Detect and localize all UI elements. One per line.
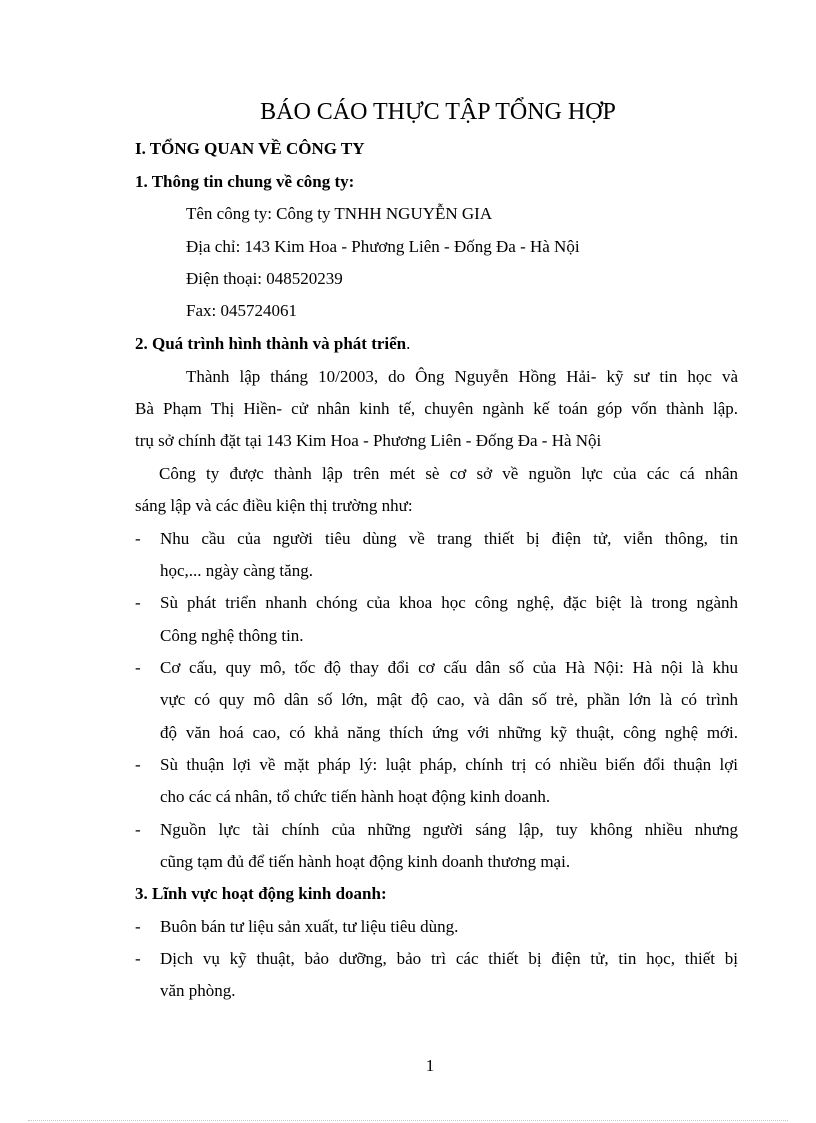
history-paragraph-line: trụ sở chính đặt tại 143 Kim Hoa - Phương Liên - Đống Đa - Hà Nội: [135, 431, 602, 450]
subheading-history-wrap: [135, 333, 410, 355]
list-item-line: văn phòng.: [160, 981, 236, 1000]
list-item-line: độ văn hoá cao, có khả năng thích ứng với những kỹ thuật, công nghệ mới.: [160, 723, 738, 742]
company-fax-line: Fax: 045724061: [186, 301, 297, 320]
bullet-dash: -: [135, 917, 141, 936]
list-item-line: vực có quy mô dân số lớn, mật độ cao, và dân số trẻ, phần lớn là có trình: [160, 690, 738, 709]
list-item-line: Buôn bán tư liệu sản xuất, tư liệu tiêu dùng.: [160, 917, 459, 936]
bullet-dash: -: [135, 820, 141, 839]
list-item-line: Dịch vụ kỹ thuật, bảo dưỡng, bảo trì các thiết bị điện tử, tin học, thiết bị: [160, 949, 738, 968]
bullet-dash: -: [135, 949, 141, 968]
section-heading-overview: I. TỔNG QUAN VỀ CÔNG TY: [135, 139, 365, 158]
company-phone-line: Điện thoại: 048520239: [186, 269, 343, 288]
bullet-dash: -: [135, 755, 141, 774]
list-item-line: Nguồn lực tài chính của những người sáng lập, tuy không nhiều nhưng: [160, 820, 738, 839]
subheading-history: 2. Quá trình hình thành và phát triển: [135, 334, 407, 353]
bullet-dash: -: [135, 593, 141, 612]
history-paragraph-line: Thành lập tháng 10/2003, do Ông Nguyễn Hồng Hải- kỹ sư tin học và: [186, 367, 738, 386]
basis-paragraph-line: Công ty được thành lập trên mét sè cơ sở về nguồn lực của các cá nhân: [159, 464, 738, 483]
list-item-line: Sù phát triển nhanh chóng của khoa học công nghệ, đặc biệt là trong ngành: [160, 593, 738, 612]
basis-paragraph-line: sáng lập và các điều kiện thị trường như:: [135, 496, 413, 515]
subheading-general-info: 1. Thông tin chung về công ty:: [135, 172, 355, 191]
list-item-line: Sù thuận lợi về mặt pháp lý: luật pháp, chính trị có nhiều biến đổi thuận lợi: [160, 755, 738, 774]
history-paragraph-line: Bà Phạm Thị Hiền- cử nhân kinh tế, chuyên ngành kế toán góp vốn thành lập.: [135, 399, 738, 418]
company-name-line: Tên công ty: Công ty TNHH NGUYỄN GIA: [186, 204, 493, 223]
subheading-business-fields: 3. Lĩnh vực hoạt động kinh doanh:: [135, 884, 387, 903]
document-title: BÁO CÁO THỰC TẬP TỔNG HỢP: [260, 99, 616, 125]
list-item-line: cũng tạm đủ để tiến hành hoạt động kinh doanh thương mại.: [160, 852, 571, 871]
subheading-history-period: .: [406, 334, 411, 353]
list-item-line: cho các cá nhân, tổ chức tiến hành hoạt động kinh doanh.: [160, 787, 551, 806]
page-number: 1: [425, 1056, 435, 1075]
list-item-line: học,... ngày càng tăng.: [160, 561, 313, 580]
bullet-dash: -: [135, 529, 141, 548]
bullet-dash: -: [135, 658, 141, 677]
list-item-line: Nhu cầu của người tiêu dùng về trang thiết bị điện tử, viễn thông, tin: [160, 529, 738, 548]
page-bottom-divider: [28, 1120, 788, 1121]
list-item-line: Công nghệ thông tin.: [160, 626, 304, 645]
company-address-line: Địa chỉ: 143 Kim Hoa - Phương Liên - Đống Đa - Hà Nội: [186, 237, 580, 256]
list-item-line: Cơ cấu, quy mô, tốc độ thay đổi cơ cấu dân số của Hà Nội: Hà nội là khu: [160, 658, 738, 677]
